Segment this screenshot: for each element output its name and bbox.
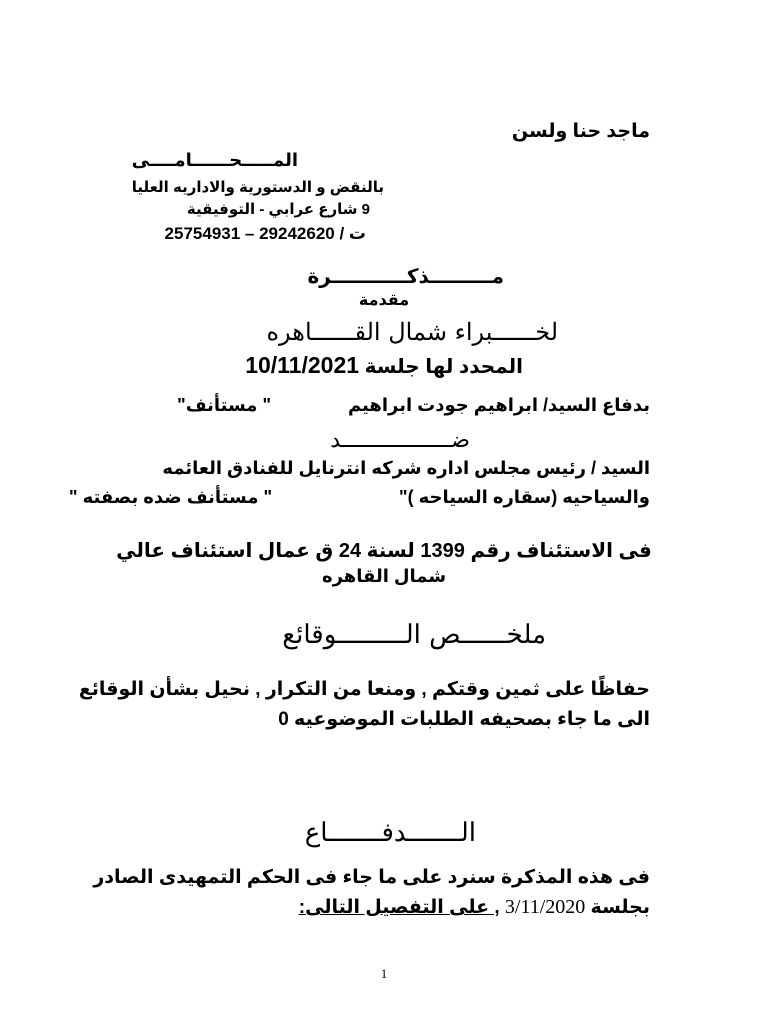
against-label: ضـــــــــــــــــد [330,428,470,453]
office-address: 9 شارع عرابي - التوفيقية [186,201,370,218]
defense-line-1: فى هذه المذكرة سنرد على ما جاء فى الحكم التمهيدى الصادر [93,867,650,888]
office-phone: ت / 29242620 – 25754931 [164,224,366,243]
appeal-line-1: فى الاستئناف رقم 1399 لسنة 24 ق عمال استئناف عالي [116,540,652,562]
session-date: 10/11/2021 [245,352,360,378]
respondent-line-2a: والسياحيه (سقاره السياحه )" [399,487,650,507]
defense-heading: الـــــــدفـــــــاع [304,818,476,848]
defense-line-2 [299,896,650,919]
defense-party: بدفاع السيد/ ابراهيم جودت ابراهيم [347,395,650,415]
session-line [245,352,523,379]
defense-details-label: , على التفصيل التالى: [298,897,500,918]
page-number: 1 [380,966,388,981]
lawyer-name: ماجد حنا ولسن [511,121,650,142]
defense-session-prefix: بجلسة [590,897,650,918]
respondent-line-1: السيد / رئيس مجلس اداره شركه انترنايل للفنادق العائمه [162,458,650,478]
memo-title: مـــــــــذكـــــــــــرة [307,266,504,288]
defense-session-date: 3/11/2020 [504,896,586,918]
facts-line-2: الى ما جاء بصحيفه الطلبات الموضوعيه 0 [278,709,650,730]
presented-label: مقدمة [358,292,410,309]
session-prefix: المحدد لها جلسة [364,356,523,378]
facts-line-1: حفاظًا على ثمين وقتكم , ومنعا من التكرار , نحيل بشأن الوقائع [78,679,650,700]
respondent-role: " مستأنف ضده بصفته " [69,487,272,507]
addressee-line: لخــــــبراء شمال القــــــاهره [266,318,558,346]
lawyer-title: المـــــحــــــامــــى [131,150,298,170]
lawyer-specialty: بالنقض و الدستورية والاداريه العليا [131,179,384,196]
appeal-line-2: شمال القاهره [321,566,447,586]
defense-role: " مستأنف" [177,395,271,415]
facts-heading: ملخــــــص الـــــــــوقائع [282,620,546,650]
